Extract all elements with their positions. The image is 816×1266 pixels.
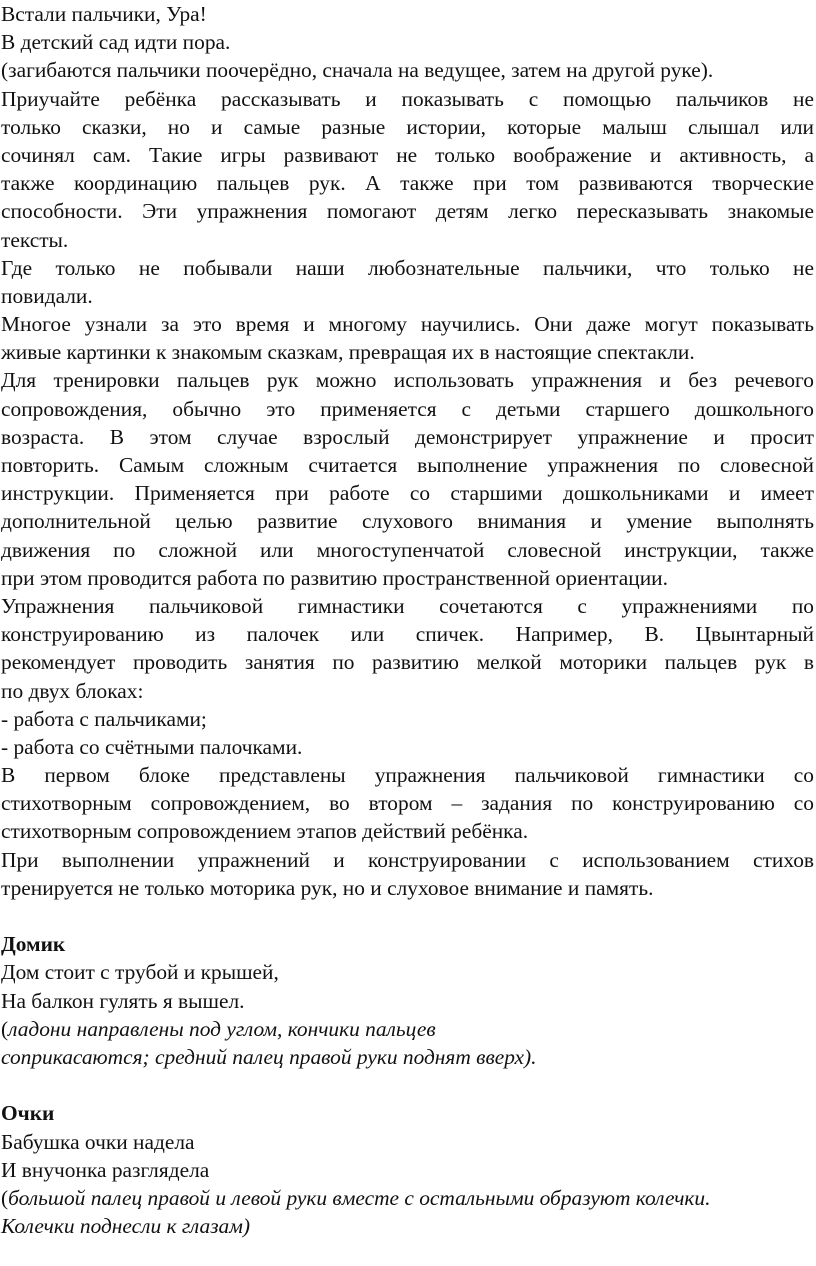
paragraph: [1, 592, 814, 705]
poem-title: Домик: [1, 932, 66, 957]
intro-rhyme: [1, 0, 814, 85]
blank-line: [1, 902, 814, 930]
text-line: стихотворным сопровождением, во втором – задания по конструированию со: [1, 791, 814, 816]
text-line: тренируется не только моторика рук, но и слуховое внимание и память.: [1, 875, 654, 900]
poem-note-line: соприкасаются; средний палец правой руки поднят вверх).: [1, 1044, 537, 1069]
text-line: дополнительной целью развитие слухового внимания и умение выполнять: [1, 509, 814, 534]
text-line: сопровождения, обычно это применяется с детьми старшего дошкольного: [1, 396, 814, 421]
intro-line: В детский сад идти пора.: [1, 30, 231, 55]
poem-verse-line: На балкон гулять я вышел.: [1, 988, 245, 1013]
poem-verse-line: И внучонка разглядела: [1, 1157, 210, 1182]
text-line: также координацию пальцев рук. А также при том развиваются творческие: [1, 171, 814, 196]
text-line: Где только не побывали наши любознательные пальчики, что только не: [1, 255, 814, 280]
paragraph: [1, 254, 814, 310]
poem-note-line: [1, 1184, 814, 1212]
text-line: Многое узнали за это время и многому научились. Они даже могут показывать: [1, 312, 814, 337]
text-line: При выполнении упражнений и конструировании с использованием стихов: [1, 847, 814, 872]
paragraph: [1, 366, 814, 592]
text-line: Для тренировки пальцев рук можно использовать упражнения и без речевого: [1, 368, 814, 393]
text-line: способности. Эти упражнения помогают детям легко пересказывать знакомые: [1, 199, 814, 224]
note-text: большой палец правой и левой руки вместе с остальными образуют колечки.: [8, 1185, 711, 1210]
text-line: тексты.: [1, 227, 69, 252]
note-text: ладони направлены под углом, кончики пальцев: [8, 1016, 436, 1041]
poem-verse-line: Дом стоит с трубой и крышей,: [1, 960, 279, 985]
poem-note-line: Колечки поднесли к глазам): [1, 1214, 251, 1239]
text-line: рекомендует проводить занятия по развитию мелкой моторики пальцев рук в: [1, 650, 814, 675]
poem-title: Очки: [1, 1101, 55, 1126]
text-line: при этом проводится работа по развитию пространственной ориентации.: [1, 565, 668, 590]
text-line: движения по сложной или многоступенчатой словесной инструкции, также: [1, 537, 814, 562]
text-line: сочинял сам. Такие игры развивают не только воображение и активность, а: [1, 142, 814, 167]
list-item: - работа со счётными палочками.: [1, 734, 303, 759]
blank-line: [1, 1071, 814, 1099]
text-line: Упражнения пальчиковой гимнастики сочетаются с упражнениями по: [1, 593, 814, 618]
text-line: повидали.: [1, 283, 93, 308]
poem-note-line: [1, 1015, 814, 1043]
text-line: конструированию из палочек или спичек. Например, В. Цвынтарный: [1, 622, 814, 647]
text-line: инструкции. Применяется при работе со старшими дошкольниками и имеет: [1, 481, 814, 506]
note-paren: (: [1, 1185, 9, 1210]
text-line: возраста. В этом случае взрослый демонстрирует упражнение и просит: [1, 424, 814, 449]
text-line: живые картинки к знакомым сказкам, превращая их в настоящие спектакли.: [1, 340, 695, 365]
paragraph: [1, 761, 814, 846]
bullet-list: [1, 705, 814, 761]
text-line: В первом блоке представлены упражнения пальчиковой гимнастики со: [1, 763, 814, 788]
text-line: только сказки, но и самые разные истории, которые малыш слышал или: [1, 114, 814, 139]
text-line: стихотворным сопровождением этапов действий ребёнка.: [1, 819, 529, 844]
poem-verse-line: Бабушка очки надела: [1, 1129, 195, 1154]
text-line: Приучайте ребёнка рассказывать и показывать с помощью пальчиков не: [1, 86, 814, 111]
text-line: по двух блоках:: [1, 678, 144, 703]
paragraph: [1, 310, 814, 366]
intro-line: Встали пальчики, Ура!: [1, 2, 207, 26]
poem-ochki: [1, 1099, 814, 1240]
note-paren: (: [1, 1016, 9, 1041]
poem-domik: [1, 930, 814, 1071]
paragraph: [1, 846, 814, 902]
paragraph: [1, 85, 814, 254]
list-item: - работа с пальчиками;: [1, 706, 207, 731]
intro-line: (загибаются пальчики поочерёдно, сначала на ведущее, затем на другой руке).: [1, 58, 714, 83]
text-line: повторить. Самым сложным считается выполнение упражнения по словесной: [1, 453, 814, 477]
